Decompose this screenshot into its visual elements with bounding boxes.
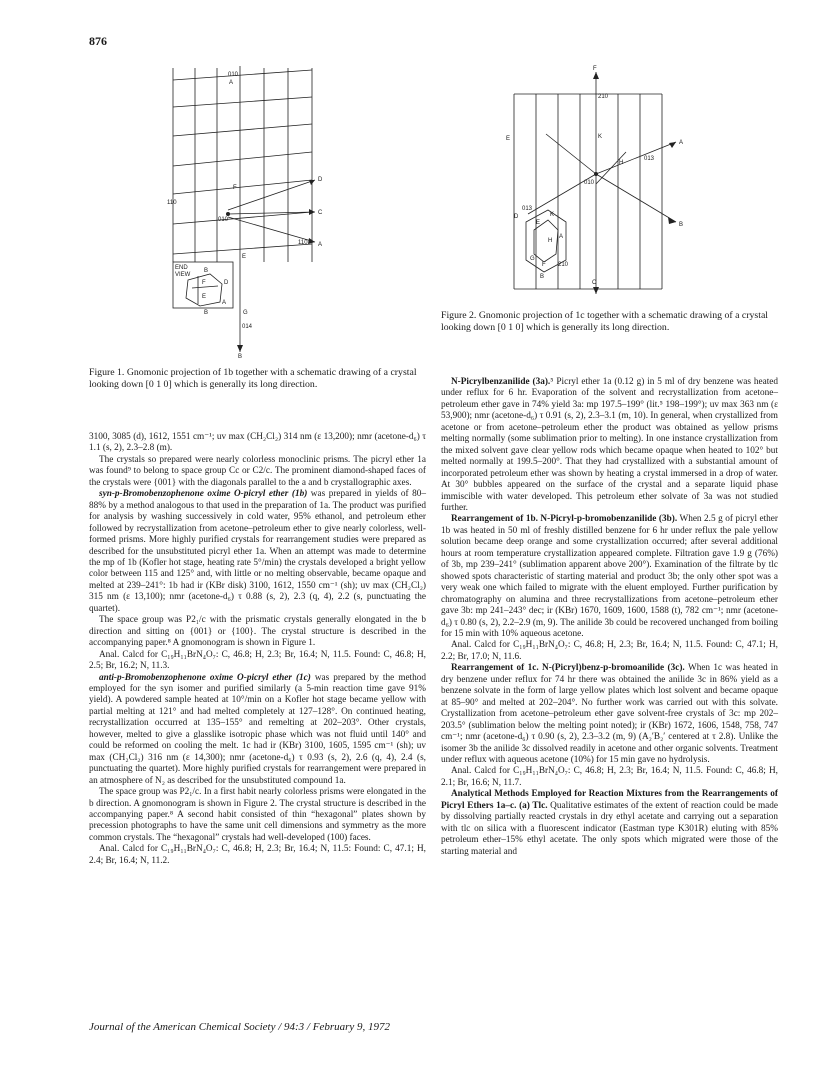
- fig2-label-f-inner: F: [542, 262, 546, 268]
- left-p5: Anal. Calcd for C₁₉H₁₁BrN₄O₇: C, 46.8; H, 2.3; Br, 16.4; N, 11.5. Found: C, 46.8; H, 2.5; Br, 16.2; N, 11.3.: [89, 649, 426, 672]
- figure-1-gnomonogram: [160, 62, 340, 358]
- fig1-label-110-left: 110: [167, 200, 177, 206]
- fig2-label-d: D: [514, 214, 519, 220]
- left-p7: The space group was P2₁/c. In a first habit nearly colorless prisms were elongated in the b direction. A gnomonogram is shown in Figure 2. The crystal structure is described in the accompanying paper.⁸ A second habit consisted of thin “hexagonal” plates shown by precession photographs to have the same unit cell dimensions and symmetry as the more common crystals. The “hexagonal” crystals had well-developed (100) faces.: [89, 787, 426, 843]
- figure-2-caption: Figure 2. Gnomonic projection of 1c together with a schematic drawing of a crystal looking down [0 1 0] which is generally its long direction.: [441, 310, 769, 334]
- figure-2-gnomonogram: [496, 64, 696, 304]
- right-p6-body: Qualitative estimates of the extent of reaction could be made by dissolving partially reacted crystals in dry ethyl acetate and carrying out a separation with tlc on silica with a fluorescent indicator (Eastman type K301R) eluting with 85% petroleum ether–15% ethyl acetate. The only spots which migrated were those of the starting material and: [441, 800, 779, 857]
- right-p3: Anal. Calcd for C₁₉H₁₁BrN₄O₇: C, 46.8; H, 2.3; Br, 16.4; N, 11.5. Found: C, 47.1; H, 2.2; Br, 17.0; N, 11.6.: [441, 640, 778, 662]
- fig2-label-010: 010: [584, 180, 595, 186]
- fig2-label-k: K: [598, 134, 603, 140]
- fig1-label-a-small: A: [222, 300, 227, 306]
- right-p4-body: When 1c was heated in dry benzene under reflux for 74 hr there was obtained the anilide 3c in 86% yield as a benzene solvate in the form of large yellow plates which lost solvent and became opaque at 85–90° and melted at 202–204°. No further work was carried out with this solvate. Crystallization from acetone–petroleum ether gave solvent-free crystals of 3c: mp 202–203.5° (sublimation below the melting point noted); ir (KBr) 1672, 1606, 1548, 758, 747 cm⁻¹; nmr (acetone-d₆) τ 0.90 (s, 2), 2.3–3.2 (m, 9) (A₂′B₂′ centered at τ 2.8). Unlike the isomer 3b the anilide 3c dissolved readily in acetone and other organic solvents. Treatment under reflux with aqueous acetone (10%) for 15 min gave no hydrolysis.: [441, 663, 779, 765]
- page-number: 876: [89, 34, 107, 48]
- right-p1: [441, 377, 778, 514]
- fig2-label-h-inner: H: [548, 238, 553, 244]
- fig1-label-010-mid: 010: [218, 217, 229, 223]
- right-p4: [441, 663, 778, 766]
- figure-1-caption: Figure 1. Gnomonic projection of 1b together with a schematic drawing of a crystal looking down [0 1 0] which is generally its long direction.: [89, 367, 417, 391]
- fig2-label-f: F: [593, 66, 597, 72]
- fig2-label-c: C: [592, 280, 597, 286]
- fig1-label-a-right: A: [318, 242, 323, 248]
- right-p2-heading: Rearrangement of 1b. N-Picryl-p-bromobenzanilide (3b).: [451, 514, 678, 525]
- fig1-label-e: E: [242, 254, 247, 260]
- right-p6: [441, 789, 778, 858]
- journal-footer: Journal of the American Chemical Society / 94:3 / February 9, 1972: [89, 1021, 391, 1033]
- fig2-label-210b: 210: [558, 262, 569, 268]
- right-p2: [441, 514, 778, 640]
- fig1-label-f: F: [233, 185, 237, 191]
- fig1-label-end: END: [175, 265, 188, 271]
- right-column: [441, 377, 778, 858]
- fig2-label-e-inner: E: [536, 220, 541, 226]
- fig1-label-b-small: B: [204, 268, 209, 274]
- fig1-label-view: VIEW: [175, 272, 191, 278]
- fig1-label-b-bottom: B: [238, 354, 243, 358]
- fig2-label-b: B: [679, 222, 684, 228]
- left-column: [89, 432, 426, 867]
- right-p1-body: ⁵ Picryl ether 1a (0.12 g) in 5 ml of dry benzene was heated under reflux for 6 hr. Evaporation of the solvent and recrystallization from acetone–petroleum ether gave in 74% yield 3a: mp 197.5–199° (lit.⁵ 198–199°); uv max 363 nm (ε 53,900); nmr (acetone-d₆) τ 0.91 (s, 2), 2.3–3.1 (m, 10). In general, when crystallized from acetone or from acetone–petroleum ether the product was obtained as yellow prisms melting normally (some sublimation prior to melting). In one instance crystallization from the mixed solvent gave clear yellow rods which became opaque when heated to 102° but melted normally at 199.5–200°. That they had crystallized with a substantial amount of incorporated petroleum ether was shown by heating a crystal immersed in a drop of water. At 30° bubbles appeared on the surface of the crystal and a separate liquid phase immiscible with water developed. This petroleum ether solvate of 3a was not studied further.: [441, 377, 778, 513]
- left-p3-body: was prepared in yields of 80–88% by a method analogous to that used in the preparation of 1a. The product was purified for analysis by washing successively in cold water, 95% ethanol, and petroleum ether followed by recrystallization from acetone–petroleum ether to give nearly colorless, well-formed prisms. More highly purified crystals for rearrangement studies were prepared as described for the unsubstituted picryl ether 1a. When an attempt was made to determine the mp of 1b (Kofler hot stage, heating rate 5°/min) the crystals developed a bright yellow color between 115 and 125° and, with little or no melting observable, became opaque and melted at 239–241°: 1b had ir (KBr disk) 3100, 1612, 1550 cm⁻¹ (sh); uv max (CH₂Cl₂) 315 nm (ε 13,100); nmr (acetone-d₆) τ 0.88 (s, 2), 2.3 (q, 4), 2.2 (s, punctuating the quartet).: [89, 489, 426, 614]
- fig1-label-b-small2: B: [204, 310, 209, 316]
- left-p6-body: was prepared by the method employed for the syn isomer and purified similarly (a 5-min reaction time gave 91% yield). A powdered sample heated at 10°/min on a Kofler hot stage became yellow with partial melting at 121° and had melted completely at 127–128°. On continued heating, recrystallization occurred at 135–155° and remelting at 202–203°. Other crystals, however, melted to give a glasslike isotropic phase which was not fluid until 140° and could be reformed on cooling the melt. 1c had ir (KBr) 3100, 1605, 1595 cm⁻¹ (sh); uv max (CH₂Cl₂) 316 nm (ε 14,300); nmr (acetone-d₆) τ 0.93 (s, 2), 2.6 (q, 4), 2.4 (s, punctuating the quartet). More highly purified crystals for rearrangement were prepared in an atmosphere of N₂ as described for the unsubstituted compound 1a.: [89, 672, 426, 786]
- left-p1: 3100, 3085 (d), 1612, 1551 cm⁻¹; uv max (CH₂Cl₂) 314 nm (ε 13,200); nmr (acetone-d₆) τ 1.1 (s, 2), 2.3–2.8 (m).: [89, 432, 426, 454]
- fig2-label-k-inner: K: [550, 212, 555, 218]
- fig2-label-b-inner: B: [540, 274, 545, 280]
- right-p2-body: When 2.5 g of picryl ether 1b was heated in 50 ml of freshly distilled benzene for 6 hr under reflux the pale yellow solution became deep orange and some crystallization occurred; after several additional hours at room temperature crystallization appeared complete. Filtration gave 1.9 g (76%) of 3b, mp 239–241° (sublimation apparent above 200°). Examination of the filtrate by tlc showed spots characteristic of starting material and product 3b; the only other spot was a very weak one which failed to migrate with the eluent employed. Further purification by chromatography on alumina and three recrystallizations from acetone–petroleum ether gave 3b: mp 241–243° dec; ir (KBr) 1670, 1609, 1600, 1588 (t), 782 cm⁻¹; nmr (acetone-d₆) τ 0.80 (s, 2), 2.2–2.9 (m, 9). The anilide 3b could be recovered unchanged from boiling for 15 min with 10% aqueous acetone.: [441, 514, 778, 639]
- left-p6-heading: anti-p-Bromobenzophenone oxime O-picryl ether (1c): [99, 672, 311, 683]
- fig2-label-h: H: [619, 160, 624, 166]
- fig2-label-a-inner: A: [559, 234, 564, 240]
- fig2-label-210: 210: [598, 94, 609, 100]
- right-p5: Anal. Calcd for C₁₉H₁₁BrN₄O₇: C, 46.8; H, 2.3; Br, 16.4; N, 11.5. Found: C, 46.8; H, 2.1; Br, 16.6; N, 11.7.: [441, 766, 778, 788]
- figure-1: [160, 62, 340, 358]
- fig1-label-e-small: E: [202, 294, 207, 300]
- fig1-label-a-top: A: [229, 80, 234, 86]
- left-p3-heading: syn-p-Bromobenzophenone oxime O-picryl ether (1b): [99, 489, 308, 500]
- right-p6-heading: Analytical Methods Employed for Reaction Mixtures from the Rearrangements of Picryl Ethers 1a–c. (a) Tlc.: [441, 789, 778, 811]
- right-p1-heading: N-Picrylbenzanilide (3a).: [451, 377, 551, 387]
- left-p2: The crystals so prepared were nearly colorless monoclinic prisms. The picryl ether 1a was found⁹ to belong to space group Cc or C2/c. The prominent diamond-shaped faces of the crystals were {001} with the diagonals parallel to the a and b crystallographic axes.: [89, 454, 426, 488]
- fig1-label-g: G: [243, 310, 248, 316]
- fig1-label-d: D: [318, 177, 323, 183]
- fig1-label-d-small: D: [224, 280, 229, 286]
- fig2-label-013b: 013: [522, 206, 533, 212]
- left-p4: The space group was P2₁/c with the prismatic crystals generally elongated in the b direction and sitting on {001} or {100}. The crystal structure is described in the accompanying paper.⁸ A gnomonogram is shown in Figure 1.: [89, 615, 426, 649]
- right-p4-heading: Rearrangement of 1c. N-(Picryl)benz-p-bromoanilide (3c).: [451, 663, 685, 674]
- fig2-label-e: E: [506, 136, 511, 142]
- fig1-label-f-small: F: [202, 280, 206, 286]
- left-p3: [89, 489, 426, 615]
- fig2-label-013: 013: [644, 156, 655, 162]
- fig2-label-g-inner: G: [530, 256, 535, 262]
- fig1-label-110-right: 110: [298, 240, 308, 246]
- fig1-label-c: C: [318, 210, 323, 216]
- fig2-label-a: A: [679, 140, 684, 146]
- left-p6: [89, 673, 426, 788]
- figure-2: [496, 64, 696, 304]
- left-p8: Anal. Calcd for C₁₉H₁₁BrN₄O₇: C, 46.8; H, 2.3; Br, 16.4; N, 11.5: Found: C, 47.1; H, 2.4; Br, 16.4; N, 11.2.: [89, 844, 426, 866]
- fig1-label-010-top: 010: [228, 72, 239, 78]
- fig1-label-014: 014: [242, 324, 253, 330]
